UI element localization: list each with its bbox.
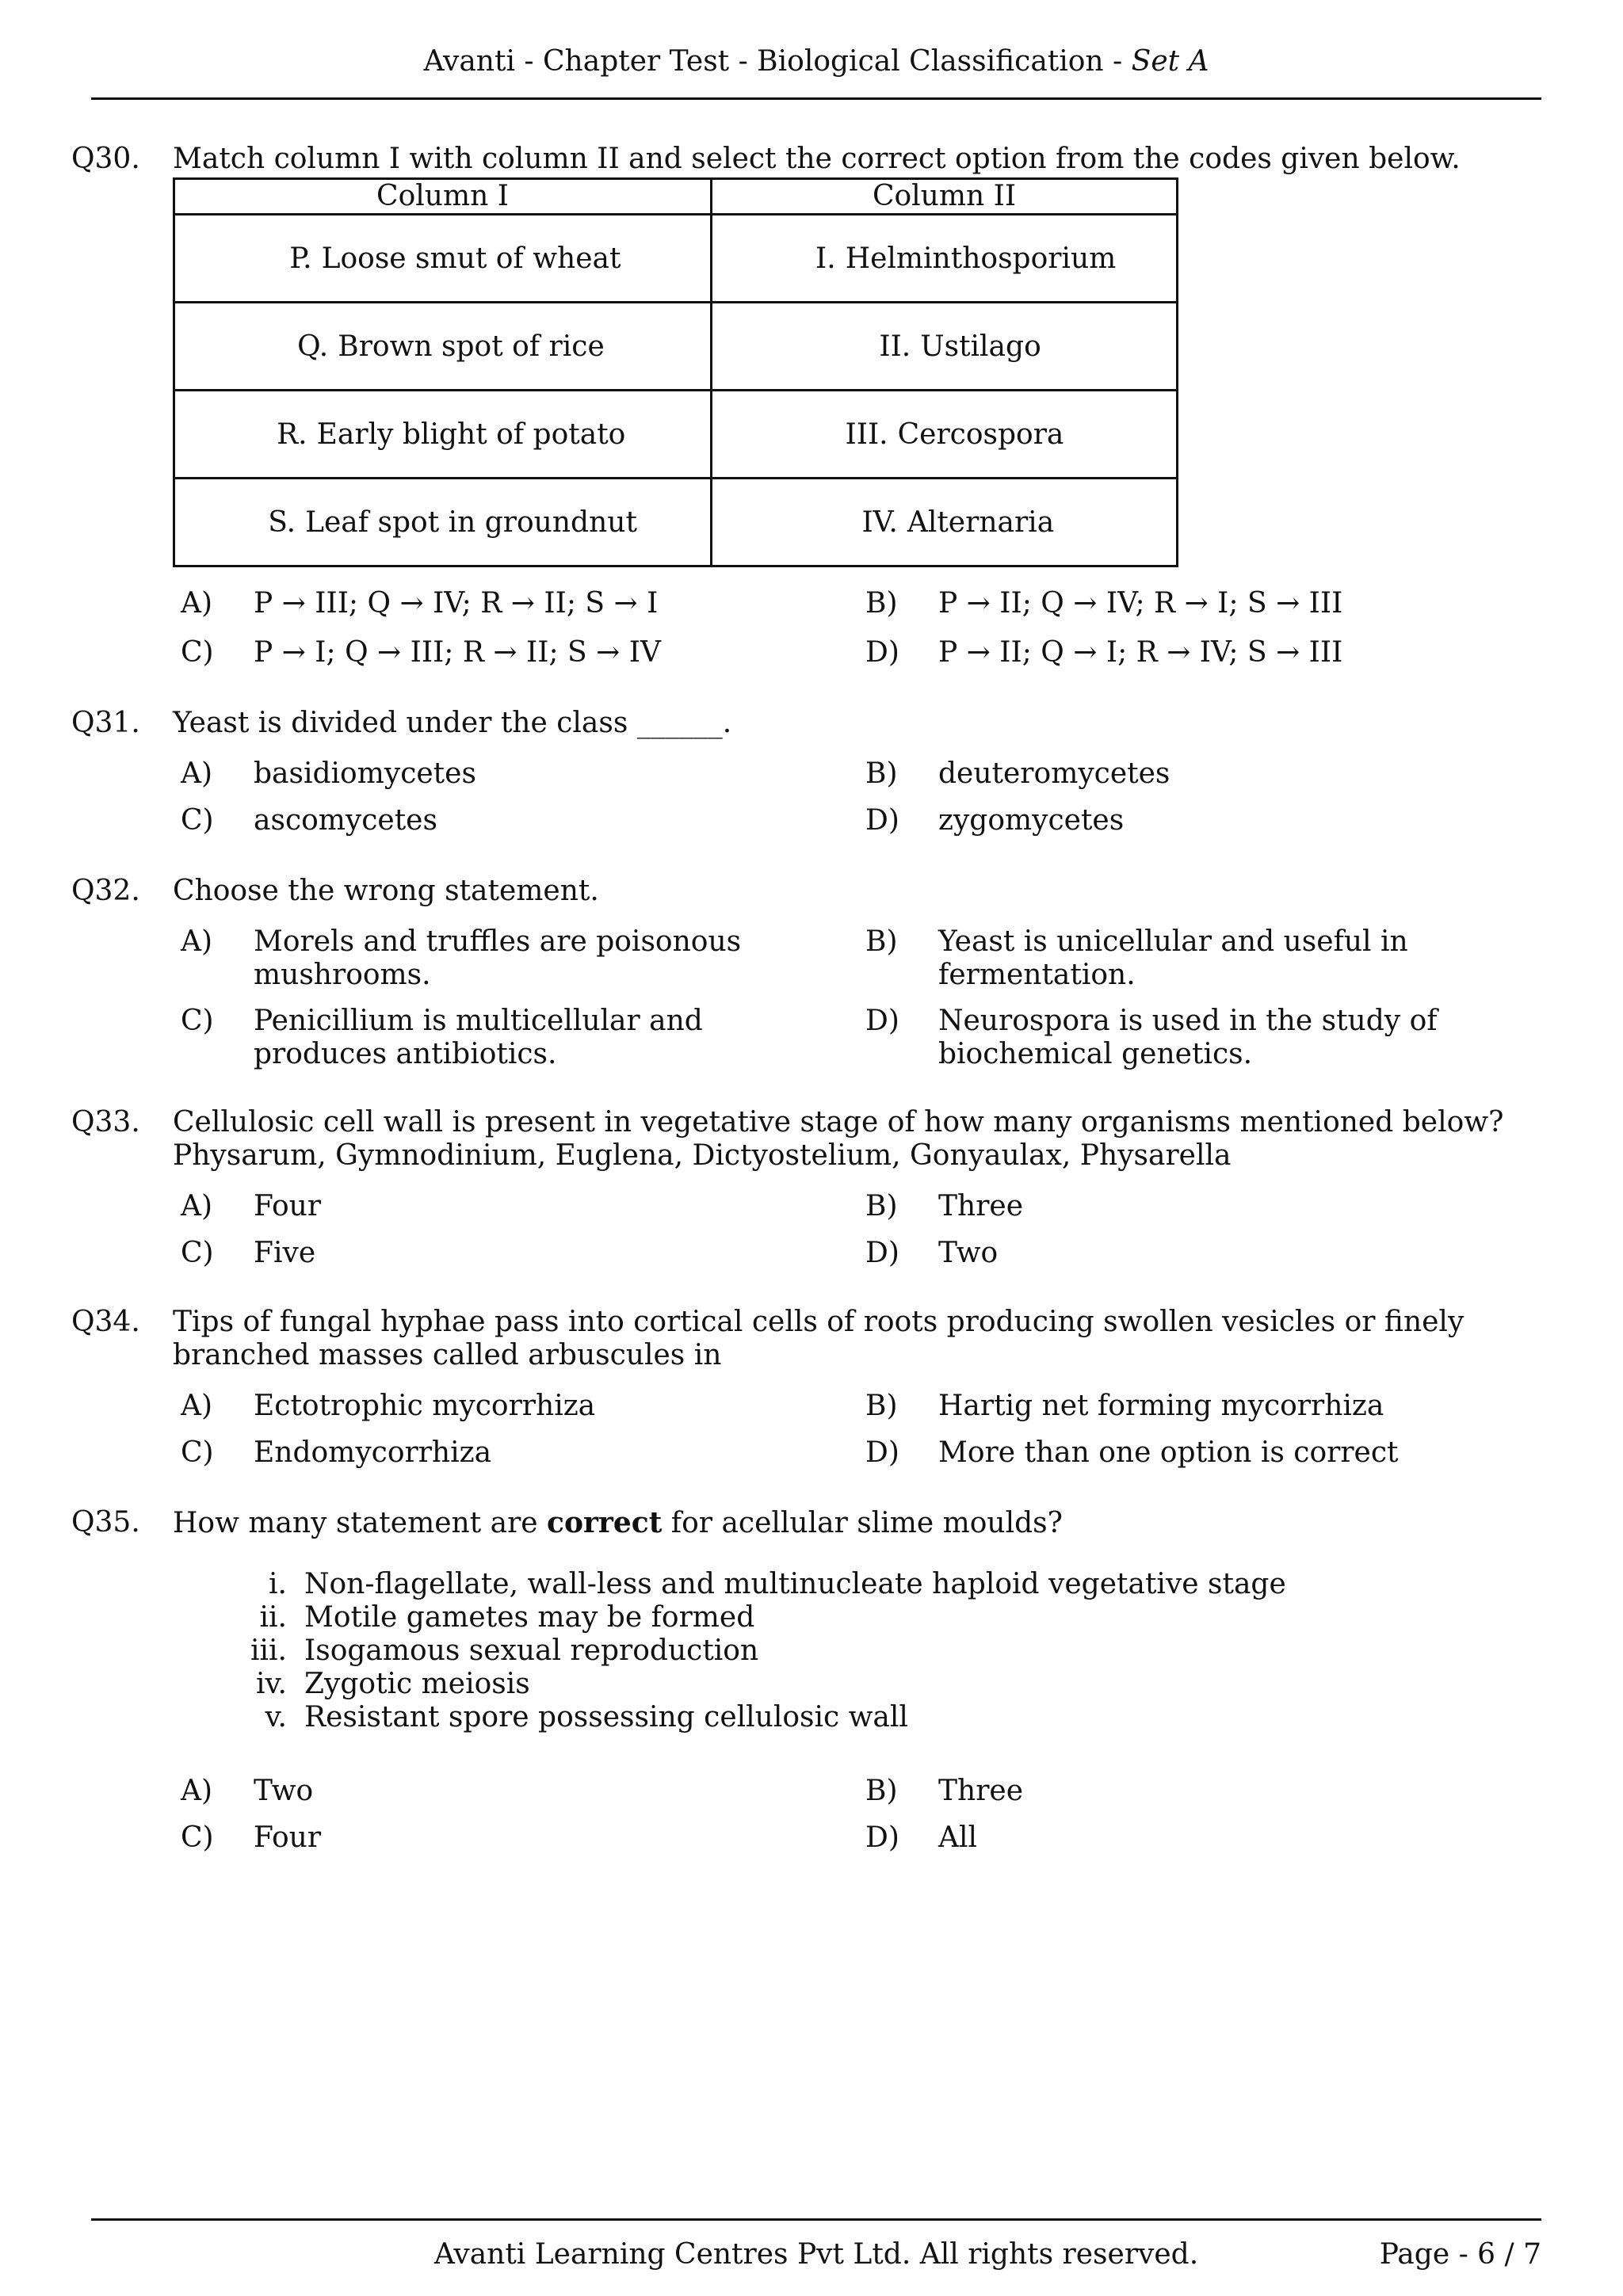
option-text: deuteromycetes	[938, 757, 1170, 790]
option-text: zygomycetes	[938, 804, 1125, 837]
option-label: C)	[181, 1436, 214, 1469]
row-text: Helminthosporium	[845, 242, 1117, 275]
table-row	[174, 303, 1178, 391]
question-number: Q34.	[71, 1306, 140, 1338]
row-label: S.	[268, 505, 296, 539]
option-text: Morels and truffles are poisonous mushrooms.	[254, 925, 742, 991]
option-text: Endomycorrhiza	[254, 1436, 492, 1469]
statement-text: Non-flagellate, wall-less and multinucleate haploid vegetative stage	[304, 1568, 1286, 1600]
option-text: Yeast is unicellular and useful in fermentation.	[938, 925, 1408, 991]
option-text: P → II; Q → I; R → IV; S → III	[938, 636, 1343, 669]
option-text: All	[938, 1821, 978, 1854]
statement-label: i.	[269, 1568, 287, 1600]
row-label: II.	[879, 330, 911, 363]
option-text: Three	[938, 1190, 1024, 1222]
organism-list: Physarum, Gymnodinium, Euglena, Dictyostelium, Gonyaulax, Physarella	[173, 1139, 1232, 1172]
question-text: Match column I with column II and select the correct option from the codes given below.	[173, 143, 1461, 175]
question-text: Tips of fungal hyphae pass into cortical cells of roots producing swollen vesicles or finely branched masses called arbuscules in	[173, 1306, 1465, 1371]
footer-copyright: Avanti Learning Centres Pvt Ltd. All rights reserved.	[433, 2238, 1199, 2271]
statement-text: Motile gametes may be formed	[304, 1601, 755, 1634]
option-label: C)	[181, 636, 214, 669]
option-label: C)	[181, 1237, 214, 1269]
option-label: B)	[865, 587, 898, 620]
option-label: A)	[181, 1775, 213, 1807]
option-text: Two	[254, 1775, 314, 1807]
question-number: Q31.	[71, 707, 140, 739]
row-label: P.	[289, 242, 312, 275]
option-label: A)	[181, 1190, 213, 1222]
question-text: Yeast is divided under the class ______.	[173, 707, 732, 739]
option-text: Hartig net forming mycorrhiza	[938, 1390, 1384, 1422]
option-text: Three	[938, 1775, 1024, 1807]
option-label: B)	[865, 1190, 898, 1222]
page-number: Page - 6 / 7	[1379, 2238, 1541, 2271]
option-text: P → I; Q → III; R → II; S → IV	[254, 636, 661, 669]
statement-label: ii.	[259, 1601, 287, 1634]
option-label: A)	[181, 757, 213, 790]
match-table	[173, 177, 1178, 567]
row-text: Cercospora	[897, 418, 1064, 451]
option-text: Ectotrophic mycorrhiza	[254, 1390, 596, 1422]
option-label: D)	[865, 1237, 899, 1269]
option-text: P → II; Q → IV; R → I; S → III	[938, 587, 1343, 620]
option-label: D)	[865, 1005, 899, 1037]
option-text: Four	[254, 1190, 322, 1222]
row-text: Loose smut of wheat	[321, 242, 621, 275]
question-number: Q35.	[71, 1506, 140, 1539]
option-text: Penicillium is multicellular and produces antibiotics.	[254, 1005, 703, 1070]
option-label: B)	[865, 1775, 898, 1807]
option-label: D)	[865, 1436, 899, 1469]
footer-rule	[91, 2218, 1541, 2221]
column-2-header: Column II	[712, 179, 1178, 215]
table-row	[174, 215, 1178, 303]
option-text: Four	[254, 1821, 322, 1854]
option-label: D)	[865, 1821, 899, 1854]
option-label: C)	[181, 1821, 214, 1854]
row-label: IV.	[861, 505, 898, 539]
header-title: Avanti - Chapter Test - Biological Classification -	[423, 45, 1132, 78]
row-label: R.	[277, 418, 307, 451]
statement-text: Zygotic meiosis	[304, 1668, 530, 1700]
row-text: Alternaria	[907, 505, 1055, 539]
option-label: B)	[865, 1390, 898, 1422]
option-text: P → III; Q → IV; R → II; S → I	[254, 587, 659, 620]
statement-label: iii.	[250, 1634, 287, 1667]
row-label: III.	[845, 418, 888, 451]
row-text: Ustilago	[920, 330, 1041, 363]
option-label: B)	[865, 925, 898, 958]
option-text: basidiomycetes	[254, 757, 476, 790]
table-row	[174, 391, 1178, 479]
row-label: I.	[815, 242, 836, 275]
emphasis-correct: correct	[547, 1506, 663, 1539]
question-text: Cellulosic cell wall is present in vegetative stage of how many organisms mentioned below?	[173, 1106, 1504, 1138]
question-text: Choose the wrong statement.	[173, 875, 599, 907]
row-label: Q.	[297, 330, 329, 363]
option-label: C)	[181, 804, 214, 837]
option-label: D)	[865, 636, 899, 669]
statement-text: Isogamous sexual reproduction	[304, 1634, 759, 1667]
statement-label: iv.	[255, 1668, 287, 1700]
option-label: A)	[181, 587, 213, 620]
statement-text: Resistant spore possessing cellulosic wall	[304, 1701, 908, 1733]
option-text: Five	[254, 1237, 316, 1269]
header-set: Set A	[1131, 45, 1209, 78]
row-text: Brown spot of rice	[338, 330, 605, 363]
option-text: More than one option is correct	[938, 1436, 1399, 1469]
column-1-header: Column I	[174, 179, 712, 215]
row-text: Leaf spot in groundnut	[305, 505, 637, 539]
option-text: Two	[938, 1237, 999, 1269]
option-label: C)	[181, 1005, 214, 1037]
table-row	[174, 479, 1178, 566]
row-text: Early blight of potato	[316, 418, 626, 451]
option-text: ascomycetes	[254, 804, 437, 837]
question-number: Q32.	[71, 875, 140, 907]
question-number: Q33.	[71, 1106, 140, 1138]
page-header	[91, 46, 1541, 78]
option-text: Neurospora is used in the study of biochemical genetics.	[938, 1005, 1438, 1070]
header-rule	[91, 97, 1541, 100]
statement-label: v.	[265, 1701, 287, 1733]
option-label: B)	[865, 757, 898, 790]
option-label: A)	[181, 925, 213, 958]
question-text: How many statement are correct for acellular slime moulds?	[173, 1506, 1063, 1539]
option-label: A)	[181, 1390, 213, 1422]
option-label: D)	[865, 804, 899, 837]
question-number: Q30.	[71, 143, 140, 175]
